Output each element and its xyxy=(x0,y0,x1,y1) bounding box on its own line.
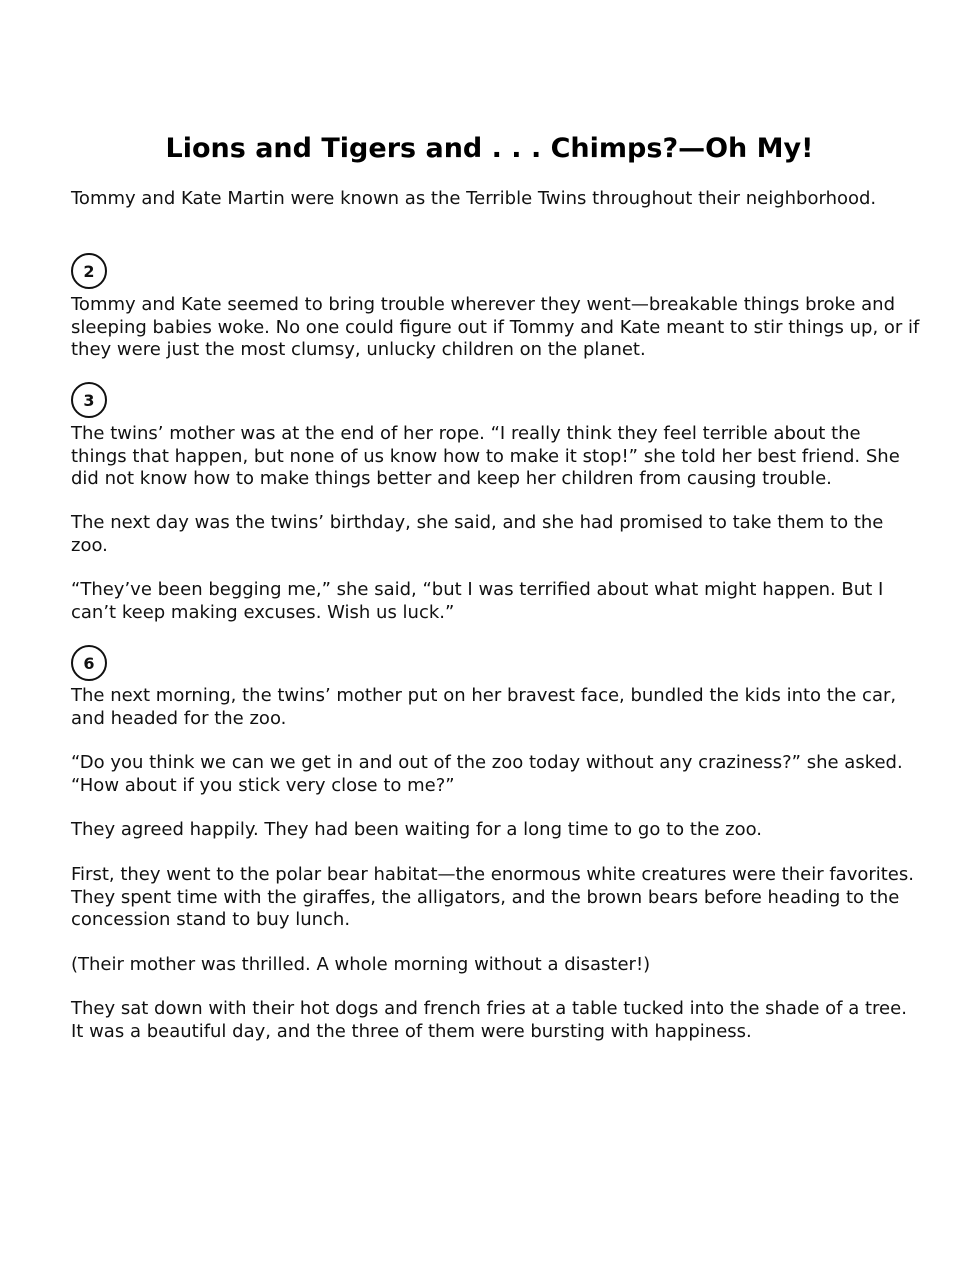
paragraph-10: (Their mother was thrilled. A whole morning without a disaster!) xyxy=(71,954,651,975)
paragraph-8: They agreed happily. They had been waiting for a long time to go to the zoo. xyxy=(71,819,763,840)
paragraph-3: The twins’ mother was at the end of her rope. “I really think they feel terrible about the things that happen, but none of us know how to make it stop!” she told her best friend. She did not know how to make things better and keep her children from causing trouble. xyxy=(71,423,900,489)
paragraph-number-marker: 2 xyxy=(71,253,107,289)
paragraph-4: The next day was the twins’ birthday, she said, and she had promised to take them to the zoo. xyxy=(71,512,884,556)
paragraph-2: Tommy and Kate seemed to bring trouble wherever they went—breakable things broke and sleeping babies woke. No one could figure out if Tommy and Kate meant to stir things up, or if they were just the most clumsy, unlucky children on the planet. xyxy=(71,294,920,360)
paragraph-6: The next morning, the twins’ mother put on her bravest face, bundled the kids into the car, and headed for the zoo. xyxy=(71,685,897,729)
paragraph-1: Tommy and Kate Martin were known as the Terrible Twins throughout their neighborhood. xyxy=(71,188,877,209)
paragraph-number-marker: 6 xyxy=(71,645,107,681)
paragraph-9: First, they went to the polar bear habitat—the enormous white creatures were their favorites. They spent time with the giraffes, the alligators, and the brown bears before heading to the concession stand to buy lunch. xyxy=(71,864,914,930)
paragraph-11: They sat down with their hot dogs and french fries at a table tucked into the shade of a tree. It was a beautiful day, and the three of them were bursting with happiness. xyxy=(71,998,907,1042)
story-title: Lions and Tigers and . . . Chimps?—Oh My! xyxy=(165,133,814,164)
paragraph-number-marker: 3 xyxy=(71,382,107,418)
paragraph-7: “Do you think we can we get in and out of the zoo today without any craziness?” she asked. “How about if you stick very close to me?” xyxy=(71,752,903,796)
paragraph-5: “They’ve been begging me,” she said, “but I was terrified about what might happen. But I can’t keep making excuses. Wish us luck.” xyxy=(71,579,884,623)
